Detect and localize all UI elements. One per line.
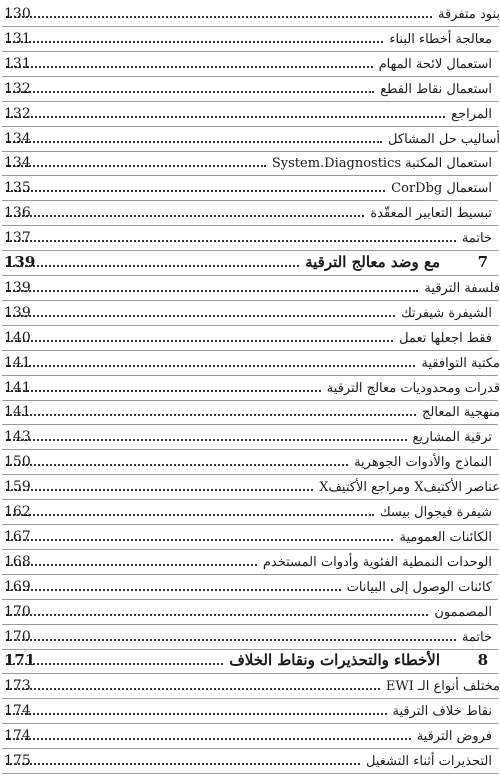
dot-leader — [6, 340, 393, 342]
entry-title: شيفرة فيجوال بيسك — [379, 505, 492, 520]
page-number: 132 — [4, 80, 31, 97]
page-number: 134 — [4, 155, 31, 172]
entry-title: أساليب حل المشاكل — [388, 131, 500, 147]
entry-title: نقاط خلاف الترقية — [392, 704, 492, 720]
page-number: 131 — [4, 55, 31, 72]
page-number: 141 — [4, 404, 31, 421]
entry-title: عناصر الأكتيفX ومراجع الأكتيفX — [319, 480, 500, 496]
toc-entry[interactable] — [0, 226, 500, 250]
page-number: 167 — [4, 528, 31, 545]
entry-title: فروض الترقية — [416, 729, 492, 745]
dot-leader — [6, 589, 341, 591]
toc-entry[interactable] — [0, 400, 500, 424]
dot-leader — [6, 141, 382, 143]
entry-title: المراجع — [451, 106, 492, 122]
toc-entry[interactable] — [0, 27, 500, 51]
dot-leader — [6, 91, 374, 93]
page-number: 150 — [4, 454, 31, 471]
dot-leader — [6, 464, 348, 466]
dot-leader — [6, 688, 380, 690]
page-number: 159 — [4, 479, 31, 496]
chapter-number: 7 — [477, 253, 488, 271]
page-number: 174 — [4, 728, 31, 745]
toc-entry[interactable] — [0, 475, 500, 499]
toc-entry[interactable] — [0, 425, 500, 449]
toc-entry[interactable] — [0, 600, 500, 624]
dot-leader — [6, 240, 456, 242]
toc-entry[interactable] — [0, 674, 500, 698]
entry-title: قدرات ومحدوديات معالج الترقية — [326, 380, 500, 396]
page-number: 139 — [4, 279, 31, 296]
page-number: 139 — [4, 253, 36, 271]
page-number: 168 — [4, 553, 31, 570]
entry-title: بنود متفرقة — [438, 7, 500, 22]
toc-entry[interactable] — [0, 376, 500, 400]
entry-title: فلسفة الترقية — [424, 280, 500, 296]
page-number: 170 — [4, 603, 31, 620]
page-number: 141 — [4, 379, 31, 396]
toc-entry[interactable] — [0, 724, 500, 748]
dot-leader — [6, 539, 393, 541]
chapter-number: 8 — [477, 651, 488, 670]
entry-title: معالجة أخطاء البناء — [389, 31, 492, 47]
entry-title: منهجية المعالج — [422, 405, 500, 421]
entry-title: التحذيرات أثناء التشغيل — [366, 754, 492, 769]
dot-leader — [6, 365, 415, 367]
page-number: 162 — [4, 504, 31, 520]
page-number: 173 — [4, 678, 31, 695]
page-number: 174 — [4, 703, 31, 720]
dot-leader — [6, 315, 395, 317]
toc-entry[interactable] — [0, 127, 500, 151]
toc-entry[interactable] — [0, 625, 500, 649]
entry-title: الأخطاء والتحذيرات ونقاط الخلاف — [229, 651, 440, 670]
dot-leader — [6, 66, 373, 68]
entry-title: الكائنات العمومية — [399, 529, 492, 545]
dot-leader — [6, 16, 432, 18]
page-number: 141 — [4, 354, 31, 371]
entry-title: مختلف أنواع الـ EWI — [385, 679, 500, 695]
page-number: 134 — [4, 130, 31, 147]
page-number: 131 — [4, 30, 31, 47]
chapter-entry[interactable] — [0, 649, 500, 673]
toc-entry[interactable] — [0, 450, 500, 474]
dot-leader — [6, 290, 418, 292]
page-number: 171 — [4, 651, 36, 670]
dot-leader — [6, 514, 374, 516]
entry-title: المصممون — [434, 604, 492, 620]
entry-title: استعمال CorDbg — [391, 181, 492, 197]
page-number: 175 — [4, 753, 31, 769]
toc-entry[interactable] — [0, 699, 500, 723]
page-number: 139 — [4, 304, 31, 321]
dot-leader — [6, 614, 428, 616]
chapter-entry[interactable] — [0, 251, 500, 275]
toc-entry[interactable] — [0, 500, 500, 524]
entry-title: فقط اجعلها تعمل — [399, 330, 492, 346]
page-number: 135 — [4, 180, 31, 197]
entry-title: استعمال نقاط القطع — [380, 81, 492, 97]
dot-leader — [6, 713, 387, 715]
toc-entry[interactable] — [0, 550, 500, 574]
toc-entry[interactable] — [0, 326, 500, 350]
entry-title: مع وضد معالج الترقية — [305, 253, 440, 271]
toc-entry[interactable] — [0, 525, 500, 549]
dot-leader — [6, 215, 364, 217]
dot-leader — [6, 639, 456, 641]
dot-leader — [6, 116, 445, 118]
dot-leader — [6, 489, 313, 491]
entry-title: الوحدات النمطية الفئوية وأدوات المستخدم — [262, 554, 492, 570]
toc-entry[interactable] — [0, 276, 500, 300]
entry-title: تبسيط التعابير المعقّدة — [370, 206, 492, 222]
toc-entry[interactable] — [0, 151, 500, 175]
toc-entry[interactable] — [0, 351, 500, 375]
dot-leader — [6, 414, 416, 416]
entry-title: خاتمة — [461, 629, 492, 645]
entry-title: كائنات الوصول إلى البيانات — [346, 579, 492, 595]
toc-entry[interactable] — [0, 201, 500, 225]
entry-title: مكتبة التوافقية — [421, 355, 500, 371]
toc-entry[interactable] — [0, 575, 500, 599]
dot-leader — [6, 41, 383, 43]
page-number: 132 — [4, 105, 31, 122]
page-number: 137 — [4, 230, 31, 247]
page-number: 136 — [4, 205, 31, 222]
toc-entry[interactable] — [0, 2, 500, 26]
entry-title: خاتمة — [461, 231, 492, 247]
entry-title: ترقية المشاريع — [412, 430, 492, 446]
entry-title: استعمال المكتبة System.Diagnostics — [271, 156, 492, 172]
toc-entry[interactable] — [0, 102, 500, 126]
page-number: 169 — [4, 578, 31, 595]
page-number: 130 — [4, 6, 31, 22]
dot-leader — [6, 439, 407, 441]
dot-leader — [6, 390, 321, 392]
toc-entry[interactable] — [0, 52, 500, 76]
toc-entry[interactable] — [0, 301, 500, 325]
dot-leader — [6, 738, 411, 740]
row-divider — [2, 773, 498, 774]
toc-entry[interactable] — [0, 77, 500, 101]
entry-title: الشيفرة شيفرتك — [401, 305, 492, 321]
entry-title: استعمال لائحة المهام — [378, 56, 492, 72]
dot-leader — [6, 190, 385, 192]
page-number: 143 — [4, 429, 31, 446]
entry-title: النماذج والأدوات الجوهرية — [354, 455, 492, 471]
toc-entry[interactable] — [0, 749, 500, 773]
page-number: 170 — [4, 628, 31, 645]
dot-leader — [6, 763, 360, 765]
page-number: 140 — [4, 329, 31, 346]
toc-entry[interactable] — [0, 176, 500, 200]
